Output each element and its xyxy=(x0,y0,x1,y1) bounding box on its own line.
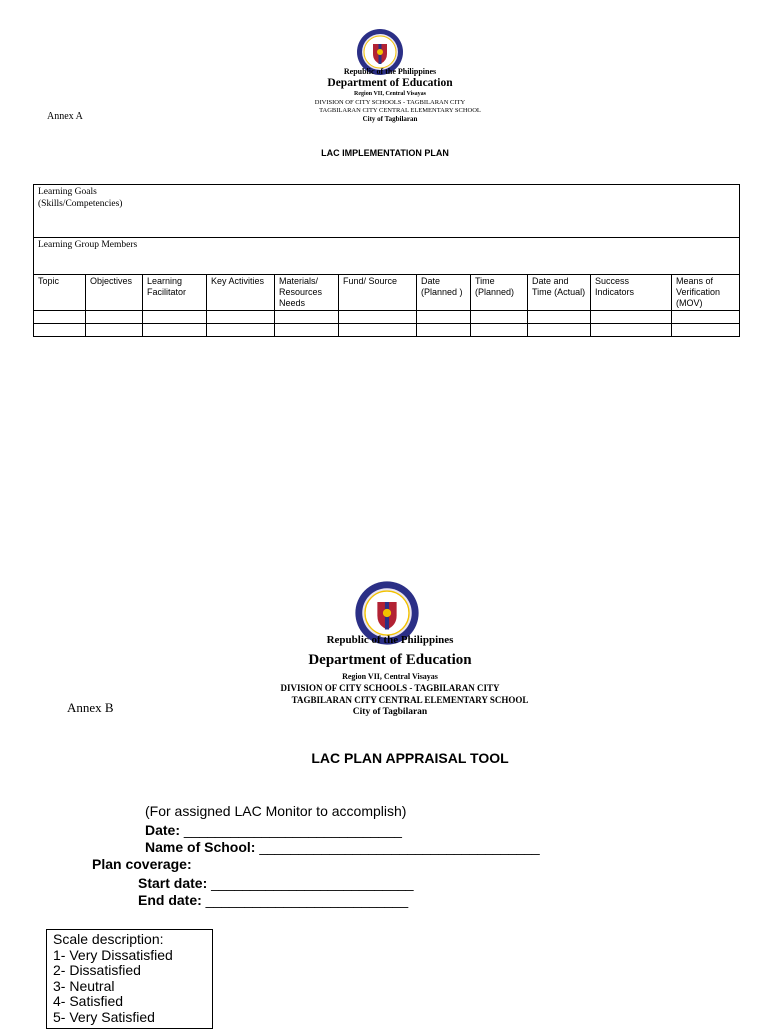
scale-item: 3- Neutral xyxy=(53,977,115,994)
table-cell[interactable] xyxy=(34,324,86,337)
learning-goals-label: Learning Goals xyxy=(38,187,97,197)
region-text: Region VII, Central Visayas xyxy=(342,672,438,681)
department-text: Department of Education xyxy=(308,652,472,668)
table-cell[interactable] xyxy=(528,324,591,337)
table-cell[interactable] xyxy=(417,311,471,324)
city-text: City of Tagbilaran xyxy=(362,115,418,123)
learning-group-members-label: Learning Group Members xyxy=(38,240,138,250)
school-text: TAGBILARAN CITY CENTRAL ELEMENTARY SCHOOL xyxy=(291,695,529,705)
table-cell[interactable] xyxy=(34,311,86,324)
col-fund-source: Fund/ Source xyxy=(339,275,417,311)
table-cell[interactable] xyxy=(143,324,207,337)
col-learning-facilitator: Learning Facilitator xyxy=(143,275,207,311)
end-date-blank[interactable]: __________________________ xyxy=(205,892,409,908)
start-date-label: Start date: xyxy=(138,875,208,891)
col-mov: Means of Verification (MOV) xyxy=(672,275,740,311)
document-title: LAC IMPLEMENTATION PLAN xyxy=(321,148,449,158)
table-cell[interactable] xyxy=(591,311,672,324)
table-cell[interactable] xyxy=(339,324,417,337)
start-date-blank[interactable]: __________________________ xyxy=(211,875,414,891)
division-text: DIVISION OF CITY SCHOOLS - TAGBILARAN CITY xyxy=(280,683,500,693)
table-cell[interactable] xyxy=(86,311,143,324)
learning-goals-sublabel: (Skills/Competencies) xyxy=(38,199,123,209)
lac-implementation-table xyxy=(33,184,740,337)
date-blank[interactable]: ____________________________ xyxy=(183,822,402,838)
col-topic: Topic xyxy=(34,275,86,311)
annex-label: Annex A xyxy=(47,111,83,122)
republic-text: Republic of the Philippines xyxy=(326,634,454,646)
date-label: Date: xyxy=(145,822,181,838)
col-objectives: Objectives xyxy=(86,275,143,311)
school-name-label: Name of School: xyxy=(145,839,256,855)
date-field[interactable] xyxy=(145,822,402,838)
table-cell[interactable] xyxy=(143,311,207,324)
table-cell[interactable] xyxy=(591,324,672,337)
col-materials: Materials/ Resources Needs xyxy=(275,275,339,311)
learning-goals-cell[interactable] xyxy=(34,185,740,238)
school-text: TAGBILARAN CITY CENTRAL ELEMENTARY SCHOOL xyxy=(319,107,481,114)
scale-item: 4- Satisfied xyxy=(53,993,124,1009)
division-text: DIVISION OF CITY SCHOOLS - TAGBILARAN CITY xyxy=(314,99,466,106)
start-date-field[interactable] xyxy=(138,875,414,891)
scale-item: 5- Very Satisfied xyxy=(53,1008,155,1025)
col-key-activities: Key Activities xyxy=(207,275,275,311)
school-name-blank[interactable]: ____________________________________ xyxy=(259,839,540,855)
table-cell[interactable] xyxy=(86,324,143,337)
department-text: Department of Education xyxy=(327,77,453,89)
end-date-label: End date: xyxy=(138,892,202,908)
region-text: Region VII, Central Visayas xyxy=(354,91,426,97)
col-date-time-actual: Date and Time (Actual) xyxy=(528,275,591,311)
annex-label: Annex B xyxy=(67,700,114,715)
table-cell[interactable] xyxy=(207,311,275,324)
end-date-field[interactable] xyxy=(138,892,408,908)
school-name-field[interactable] xyxy=(145,839,540,855)
city-text: City of Tagbilaran xyxy=(352,707,428,717)
instruction-text: (For assigned LAC Monitor to accomplish) xyxy=(145,803,407,819)
col-date-planned: Date (Planned ) xyxy=(417,275,471,311)
document-title: LAC PLAN APPRAISAL TOOL xyxy=(311,750,509,766)
table-cell[interactable] xyxy=(471,324,528,337)
scale-title: Scale description: xyxy=(53,931,164,947)
column-header-row xyxy=(34,275,740,311)
scale-item: 2- Dissatisfied xyxy=(53,962,141,978)
table-cell[interactable] xyxy=(275,311,339,324)
table-cell[interactable] xyxy=(672,324,740,337)
table-row xyxy=(34,311,740,324)
col-success-indicators: Success Indicators xyxy=(591,275,672,311)
table-cell[interactable] xyxy=(672,311,740,324)
col-time-planned: Time (Planned) xyxy=(471,275,528,311)
table-cell[interactable] xyxy=(471,311,528,324)
table-cell[interactable] xyxy=(207,324,275,337)
table-cell[interactable] xyxy=(528,311,591,324)
table-cell[interactable] xyxy=(339,311,417,324)
table-row xyxy=(34,324,740,337)
scale-item: 1- Very Dissatisfied xyxy=(53,946,173,963)
learning-group-members-cell[interactable] xyxy=(34,238,740,275)
table-cell[interactable] xyxy=(417,324,471,337)
republic-text: Republic of the Philippines xyxy=(343,67,437,76)
table-cell[interactable] xyxy=(275,324,339,337)
plan-coverage-label: Plan coverage: xyxy=(92,856,192,872)
scale-description-box xyxy=(46,929,213,1029)
